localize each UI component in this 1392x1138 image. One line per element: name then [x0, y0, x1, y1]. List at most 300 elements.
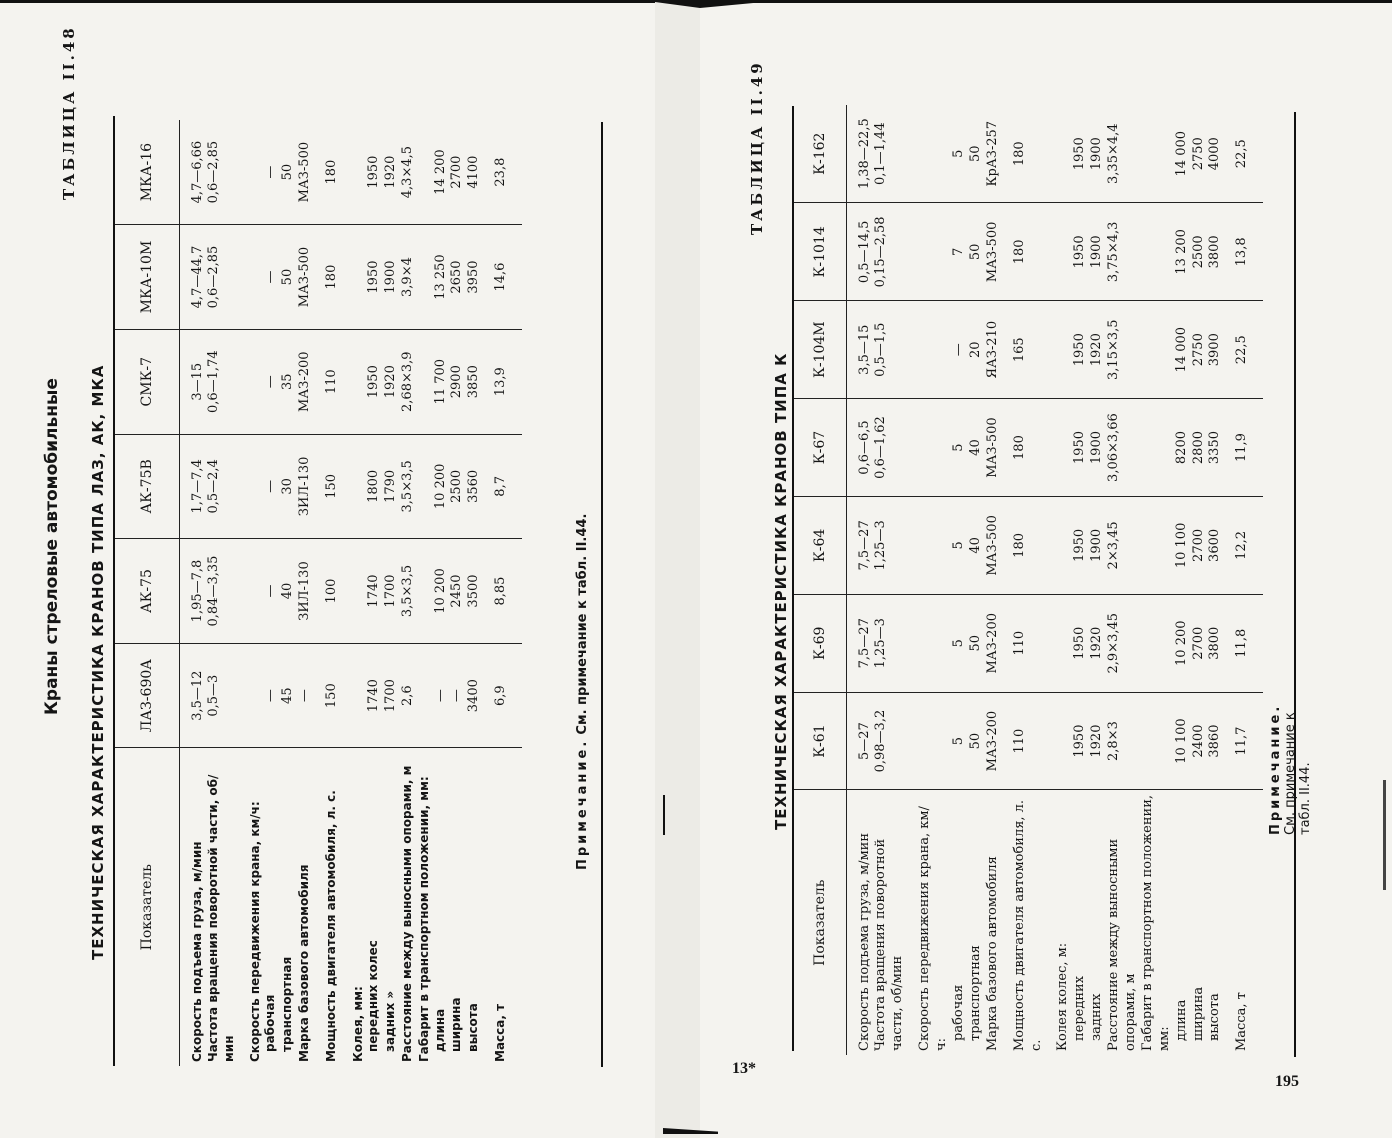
table-cell: 1950 — [1072, 496, 1089, 594]
table-cell: 180 — [314, 225, 341, 330]
table-cell: — — [263, 539, 280, 644]
right-edge-scan-mark — [1383, 780, 1386, 890]
table-cell: 3350 — [1207, 399, 1224, 497]
table-cell: 2450 — [449, 539, 466, 644]
table-cell: 180 — [1002, 105, 1046, 203]
table-row — [907, 105, 951, 1055]
table-cell — [341, 329, 367, 434]
table-cell: 5 — [951, 496, 968, 594]
table-cell: 4100 — [466, 120, 483, 225]
table-cell: 0,5—14,5 — [846, 203, 873, 301]
table-row — [1174, 105, 1191, 1055]
table-cell: — — [433, 643, 450, 748]
table-cell: 50 — [968, 594, 985, 692]
table-cell: 1800 — [366, 434, 383, 539]
table-cell: МАЗ-500 — [297, 225, 314, 330]
column-header: ЛАЗ-690А — [115, 643, 179, 748]
table-cell: 5 — [951, 105, 968, 203]
table-cell: МАЗ-200 — [985, 594, 1002, 692]
table-cell: 50 — [968, 692, 985, 790]
table-row — [366, 120, 383, 1066]
table-row — [1106, 105, 1140, 1055]
table-cell: 1790 — [383, 434, 400, 539]
table-cell: 10 200 — [1174, 594, 1191, 692]
table-row — [383, 120, 400, 1066]
table-row — [873, 105, 907, 1055]
table-cell: 45 — [280, 643, 297, 748]
table-cell: 1740 — [366, 643, 383, 748]
table-cell: — — [263, 643, 280, 748]
row-label: Частота вращения поворотной части, об/мин — [206, 774, 236, 1062]
table-cell: 1920 — [383, 329, 400, 434]
table-cell: 8200 — [1174, 399, 1191, 497]
table-cell: 3500 — [466, 539, 483, 644]
table-cell: 150 — [314, 434, 341, 539]
table-cell: 180 — [1002, 399, 1046, 497]
table-cell: 1950 — [1072, 203, 1089, 301]
table-cell: 20 — [968, 301, 985, 399]
table-cell: 0,5—1,5 — [873, 301, 907, 399]
table-cell: 0,6—1,62 — [873, 399, 907, 497]
table-cell: 150 — [314, 643, 341, 748]
table-cell — [907, 105, 951, 203]
table-cell: 1900 — [1089, 496, 1106, 594]
table-cell — [417, 434, 433, 539]
table-row — [280, 120, 297, 1066]
table-cell: 1,7—7,4 — [179, 434, 206, 539]
table-cell: 2×3,45 — [1106, 496, 1140, 594]
gutter-tick — [663, 795, 665, 835]
table-cell: — — [951, 301, 968, 399]
table-cell — [1045, 594, 1072, 692]
page-number-right: 195 — [1275, 1073, 1299, 1090]
table-cell: 3860 — [1207, 692, 1224, 790]
row-label: Скорость передвижения крана, км/ч: — [917, 806, 950, 1051]
table-cell: 1950 — [1072, 594, 1089, 692]
table-cell: 7,5—27 — [846, 594, 873, 692]
column-header: К-64 — [794, 496, 846, 594]
table-cell — [238, 643, 264, 748]
table-cell — [341, 539, 367, 644]
table-row — [1207, 105, 1224, 1055]
table-cell: 30 — [280, 434, 297, 539]
column-header: Показатель — [794, 790, 846, 1055]
table-cell: 7 — [951, 203, 968, 301]
table-cell: — — [263, 434, 280, 539]
table-cell: 14 000 — [1174, 105, 1191, 203]
table-cell: 3,5×3,5 — [400, 434, 417, 539]
table-cell: 5 — [951, 399, 968, 497]
page-number-left: 13* — [732, 1060, 756, 1077]
table-cell: 0,6—2,85 — [206, 120, 237, 225]
table-row — [1191, 105, 1208, 1055]
table-cell: 1920 — [383, 120, 400, 225]
table-cell: 23,8 — [483, 120, 522, 225]
table-cell: 10 100 — [1174, 496, 1191, 594]
row-label: Частота вращения поворотной части, об/мин — [873, 838, 906, 1051]
table-cell — [238, 120, 264, 225]
note-ii49 — [1268, 704, 1313, 835]
table-row — [1045, 105, 1072, 1055]
table-cell: 8,85 — [483, 539, 522, 644]
table-cell: 50 — [968, 105, 985, 203]
table-cell: 50 — [280, 120, 297, 225]
row-label: передних — [1072, 975, 1088, 1041]
table-cell: 3—15 — [179, 329, 206, 434]
table-cell: 165 — [1002, 301, 1046, 399]
table-row — [297, 120, 314, 1066]
row-label: транспортная — [280, 956, 295, 1052]
row-label: Скорость подъема груза, м/мин — [189, 841, 204, 1062]
table-cell: 3850 — [466, 329, 483, 434]
table-cell: 3400 — [466, 643, 483, 748]
table-cell — [341, 120, 367, 225]
table-cell: 2,9×3,45 — [1106, 594, 1140, 692]
table-row — [341, 120, 367, 1066]
table-cell: 0,6—2,85 — [206, 225, 237, 330]
table-cell: 2400 — [1191, 692, 1208, 790]
table-cell: 2,8×3 — [1106, 692, 1140, 790]
table-cell: 4000 — [1207, 105, 1224, 203]
table-cell: 40 — [280, 539, 297, 644]
note-label: Примечание. — [575, 738, 590, 870]
table-cell — [1140, 105, 1174, 203]
table-cell: 1,95—7,8 — [179, 539, 206, 644]
table-cell — [238, 329, 264, 434]
table-cell: 0,6—1,74 — [206, 329, 237, 434]
row-label: Масса, т — [1234, 992, 1250, 1051]
column-header: К-104М — [794, 301, 846, 399]
table-cell: 3600 — [1207, 496, 1224, 594]
table-cell: 0,15—2,58 — [873, 203, 907, 301]
table-cell: 1700 — [383, 643, 400, 748]
table-bottom-rule-right — [1294, 112, 1296, 1057]
table-cell: 0,6—6,5 — [846, 399, 873, 497]
table-cell: 13 250 — [433, 225, 450, 330]
table-cell: 180 — [1002, 496, 1046, 594]
column-header: МКА-16 — [115, 120, 179, 225]
table-cell: 0,84—3,35 — [206, 539, 237, 644]
row-label: задних — [1089, 993, 1105, 1041]
table-cell: 40 — [968, 496, 985, 594]
table-cell: 4,3×4,5 — [400, 120, 417, 225]
table-cell: 10 200 — [433, 434, 450, 539]
table-row — [449, 120, 466, 1066]
table-cell — [1140, 692, 1174, 790]
table-row — [1140, 105, 1174, 1055]
note-label-right: Примечание. — [1268, 703, 1283, 835]
table-cell: 180 — [1002, 203, 1046, 301]
row-label: Скорость передвижения крана, км/ч: — [247, 801, 262, 1062]
table-cell: 3,15×3,5 — [1106, 301, 1140, 399]
table-row — [951, 105, 968, 1055]
table-cell: 110 — [314, 329, 341, 434]
table-cell: 2650 — [449, 225, 466, 330]
column-header: СМК-7 — [115, 329, 179, 434]
table-cell: 180 — [314, 120, 341, 225]
table-cell: 4,7—44,7 — [179, 225, 206, 330]
table-cell: МАЗ-200 — [297, 329, 314, 434]
table-row — [417, 120, 433, 1066]
table-cell — [907, 496, 951, 594]
table-row — [433, 120, 450, 1066]
table-label-ii48: ТАБЛИЦА II.48 — [60, 25, 78, 200]
table-cell: 10 100 — [1174, 692, 1191, 790]
table-cell: 3,06×3,66 — [1106, 399, 1140, 497]
table-cell: 1900 — [1089, 399, 1106, 497]
table-cell: 2750 — [1191, 301, 1208, 399]
row-label: Скорость подъема груза, м/мин — [856, 832, 872, 1051]
table-cell: 1740 — [366, 539, 383, 644]
table-cell: 1920 — [1089, 301, 1106, 399]
table-row — [1002, 105, 1046, 1055]
table-cell — [1140, 496, 1174, 594]
table-cell: 2750 — [1191, 105, 1208, 203]
table-cell: 3,5—15 — [846, 301, 873, 399]
table-cell: 110 — [1002, 594, 1046, 692]
table-row — [1072, 105, 1089, 1055]
note-ii48 — [575, 514, 590, 870]
table-cell — [907, 594, 951, 692]
row-label: задних » — [383, 990, 398, 1052]
table-cell — [1140, 399, 1174, 497]
table-cell: МАЗ-500 — [985, 203, 1002, 301]
table-cell: — — [263, 120, 280, 225]
row-label: ширина — [1190, 986, 1206, 1041]
row-label: ширина — [449, 997, 464, 1052]
table-cell: 1950 — [1072, 692, 1089, 790]
table-cell: 2,6 — [400, 643, 417, 748]
table-cell: 14 000 — [1174, 301, 1191, 399]
column-header: К-61 — [794, 692, 846, 790]
table-cell: 2,68×3,9 — [400, 329, 417, 434]
row-label: Марка базового автомобиля — [984, 856, 1000, 1051]
table-cell: 2700 — [1191, 594, 1208, 692]
column-header: К-1014 — [794, 203, 846, 301]
table-cell: 1,38—22,5 — [846, 105, 873, 203]
table-bottom-rule — [601, 122, 603, 1067]
table-cell: 14,6 — [483, 225, 522, 330]
table-cell: 1900 — [1089, 203, 1106, 301]
table-cell: 4,7—6,66 — [179, 120, 206, 225]
row-label: Колея колес, м: — [1055, 942, 1071, 1051]
table-row — [314, 120, 341, 1066]
table-cell: 7,5—27 — [846, 496, 873, 594]
table-cell: 10 200 — [433, 539, 450, 644]
table-cell: 6,9 — [483, 643, 522, 748]
table-cell: 1950 — [1072, 105, 1089, 203]
table-cell: 5 — [951, 692, 968, 790]
table-cell: 8,7 — [483, 434, 522, 539]
table-cell: 1,25—3 — [873, 594, 907, 692]
table-title-ii49: ТЕХНИЧЕСКАЯ ХАРАКТЕРИСТИКА КРАНОВ ТИПА К — [772, 352, 790, 830]
table-row — [968, 105, 985, 1055]
table-cell: 22,5 — [1224, 105, 1263, 203]
table-row — [846, 105, 873, 1055]
row-label: передних колес — [366, 940, 381, 1052]
row-label: рабочая — [950, 984, 966, 1041]
table-row — [1224, 105, 1263, 1055]
table-cell: 22,5 — [1224, 301, 1263, 399]
table-cell: 1920 — [1089, 692, 1106, 790]
table-cell: 3,75×4,3 — [1106, 203, 1140, 301]
table-cell: 1900 — [1089, 105, 1106, 203]
table-cell — [1140, 203, 1174, 301]
table-cell — [1045, 105, 1072, 203]
column-header: АК-75В — [115, 434, 179, 539]
row-label: Масса, т — [493, 1003, 508, 1062]
table-cell — [1045, 203, 1072, 301]
table-cell: МАЗ-500 — [985, 496, 1002, 594]
row-label: Марка базового автомобиля — [296, 864, 311, 1062]
table-title-ii48: ТЕХНИЧЕСКАЯ ХАРАКТЕРИСТИКА КРАНОВ ТИПА ЛАЗ, АК, МКА — [89, 364, 107, 960]
row-label: транспортная — [967, 945, 983, 1041]
table-row — [238, 120, 264, 1066]
row-label: высота — [466, 1003, 481, 1052]
table-cell — [417, 225, 433, 330]
table-cell: 100 — [314, 539, 341, 644]
table-cell: 13 200 — [1174, 203, 1191, 301]
table-cell: ЗИЛ-130 — [297, 434, 314, 539]
column-header: К-69 — [794, 594, 846, 692]
table-cell: 5—27 — [846, 692, 873, 790]
table-cell: 1950 — [366, 120, 383, 225]
table-cell: — — [263, 225, 280, 330]
table-ii48 — [115, 120, 522, 1066]
table-cell: 0,98—3,2 — [873, 692, 907, 790]
table-cell — [341, 643, 367, 748]
table-ii49 — [794, 105, 1263, 1055]
table-cell: 13,8 — [1224, 203, 1263, 301]
table-cell — [238, 225, 264, 330]
table-cell: МАЗ-500 — [985, 399, 1002, 497]
table-cell: 14 200 — [433, 120, 450, 225]
column-header: АК-75 — [115, 539, 179, 644]
table-cell — [1140, 594, 1174, 692]
table-cell: 3,5×3,5 — [400, 539, 417, 644]
table-row — [483, 120, 522, 1066]
table-cell: 1900 — [383, 225, 400, 330]
table-cell: 1950 — [366, 225, 383, 330]
table-cell — [907, 692, 951, 790]
table-row — [400, 120, 417, 1066]
page-gutter — [655, 0, 700, 1138]
table-cell — [341, 434, 367, 539]
table-row — [1089, 105, 1106, 1055]
row-label: Мощность двигателя автомобиля, л. с. — [1011, 799, 1044, 1051]
table-cell: 11 700 — [433, 329, 450, 434]
row-label: длина — [1173, 999, 1189, 1041]
row-label: Габарит в транспортном положении, мм: — [1139, 794, 1172, 1051]
table-cell — [417, 539, 433, 644]
table-cell — [417, 120, 433, 225]
row-label: рабочая — [263, 994, 278, 1052]
table-cell: 5 — [951, 594, 968, 692]
table-cell: 3560 — [466, 434, 483, 539]
table-cell: ЯАЗ-210 — [985, 301, 1002, 399]
table-cell: 0,1—1,44 — [873, 105, 907, 203]
table-cell: 1,25—3 — [873, 496, 907, 594]
table-row — [179, 120, 206, 1066]
table-cell — [417, 643, 433, 748]
table-cell: 3950 — [466, 225, 483, 330]
table-cell: 110 — [1002, 692, 1046, 790]
row-label: Мощность двигателя автомобиля, л. с. — [323, 790, 338, 1062]
row-label: высота — [1207, 993, 1223, 1041]
table-cell: 1950 — [1072, 399, 1089, 497]
table-cell: 13,9 — [483, 329, 522, 434]
table-cell: 2800 — [1191, 399, 1208, 497]
column-header: МКА-10М — [115, 225, 179, 330]
main-title: Краны стреловые автомобильные — [42, 378, 62, 715]
table-cell: 2500 — [1191, 203, 1208, 301]
table-cell: 1700 — [383, 539, 400, 644]
table-row — [206, 120, 237, 1066]
table-cell: 11,8 — [1224, 594, 1263, 692]
table-cell: 3,35×4,4 — [1106, 105, 1140, 203]
table-cell: 35 — [280, 329, 297, 434]
table-cell — [907, 301, 951, 399]
table-cell: 1920 — [1089, 594, 1106, 692]
table-cell: 2700 — [1191, 496, 1208, 594]
table-cell: МАЗ-200 — [985, 692, 1002, 790]
table-cell — [907, 399, 951, 497]
table-cell: 3,9×4 — [400, 225, 417, 330]
table-cell — [907, 203, 951, 301]
row-label: длина — [432, 1008, 447, 1052]
table-label-ii49: ТАБЛИЦА II.49 — [748, 60, 766, 235]
table-cell: 50 — [968, 203, 985, 301]
table-cell — [1045, 399, 1072, 497]
column-header: К-67 — [794, 399, 846, 497]
table-row — [985, 105, 1002, 1055]
row-label: Колея, мм: — [350, 986, 365, 1062]
table-cell: 12,2 — [1224, 496, 1263, 594]
table-cell: 3800 — [1207, 203, 1224, 301]
table-cell — [1140, 301, 1174, 399]
table-cell: — — [263, 329, 280, 434]
table-cell: — — [297, 643, 314, 748]
column-header: Показатель — [115, 748, 179, 1066]
table-cell — [1045, 692, 1072, 790]
table-row — [466, 120, 483, 1066]
note-text-right: См. примечание к табл. II.44. — [1283, 712, 1313, 835]
table-cell: 2500 — [449, 434, 466, 539]
table-cell: 3900 — [1207, 301, 1224, 399]
table-cell: 40 — [968, 399, 985, 497]
table-cell: 1950 — [366, 329, 383, 434]
row-label: Расстояние между выносными опорами, м — [1106, 838, 1138, 1051]
table-cell: 3,5—12 — [179, 643, 206, 748]
table-cell — [1045, 496, 1072, 594]
row-label: Расстояние между выносными опорами, м — [400, 765, 415, 1062]
table-cell: ЗИЛ-130 — [297, 539, 314, 644]
note-text: См. примечание к табл. II.44. — [575, 513, 590, 735]
row-label: Габарит в транспортном положении, мм: — [417, 776, 431, 1062]
table-cell — [1045, 301, 1072, 399]
column-header: К-162 — [794, 105, 846, 203]
table-cell: МАЗ-500 — [297, 120, 314, 225]
table-cell: КрАЗ-257 — [985, 105, 1002, 203]
table-row — [263, 120, 280, 1066]
table-cell: 2700 — [449, 120, 466, 225]
table-cell — [341, 225, 367, 330]
table-cell — [238, 434, 264, 539]
table-cell: — — [449, 643, 466, 748]
table-cell: 2900 — [449, 329, 466, 434]
table-cell: 0,5—2,4 — [206, 434, 237, 539]
table-cell: 50 — [280, 225, 297, 330]
